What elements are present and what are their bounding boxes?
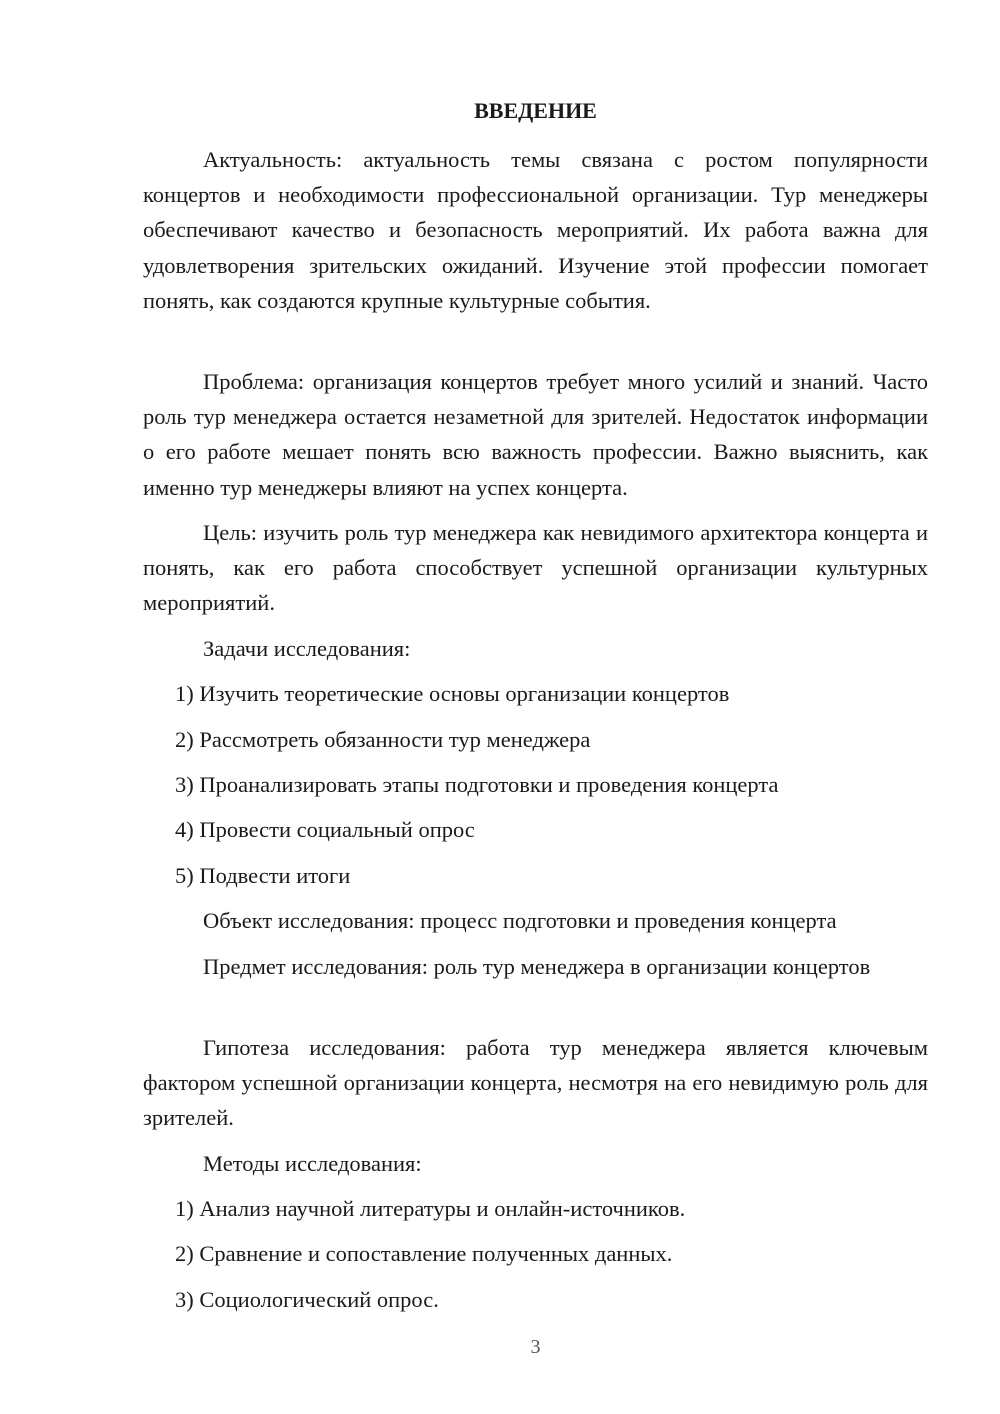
method-item: 1) Анализ научной литературы и онлайн-источников. — [175, 1196, 686, 1221]
paragraph-relevance: Актуальность: актуальность темы связана с ростом популярности концертов и необходимости профессиональной организации. Тур менеджеры обеспечивают качество и безопасность мероприятий. Их работа важна для удовлетворения зрительских ожиданий. Изучение этой профессии помогает понять, как создаются крупные культурные события. — [143, 147, 928, 313]
methods-title: Методы исследования: — [203, 1151, 422, 1176]
paragraph-problem: Проблема: организация концертов требует много усилий и знаний. Часто роль тур менеджера остается незаметной для зрителей. Недостаток информации о его работе мешает понять всю важность профессии. Важно выяснить, как именно тур менеджеры влияют на успех концерта. — [143, 369, 928, 500]
page-number: 3 — [530, 1336, 541, 1358]
paragraph-goal: Цель: изучить роль тур менеджера как невидимого архитектора концерта и понять, как его работа способствует успешной организации культурных мероприятий. — [143, 520, 928, 616]
method-item: 2) Сравнение и сопоставление полученных данных. — [175, 1241, 673, 1266]
task-item: 2) Рассмотреть обязанности тур менеджера — [175, 727, 591, 752]
paragraph-object: Объект исследования: процесс подготовки и проведения концерта — [203, 908, 837, 933]
task-item: 1) Изучить теоретические основы организации концертов — [175, 681, 730, 706]
section-heading: ВВЕДЕНИЕ — [474, 98, 597, 123]
paragraph-subject: Предмет исследования: роль тур менеджера в организации концертов — [203, 954, 871, 979]
task-item: 3) Проанализировать этапы подготовки и проведения концерта — [175, 772, 779, 797]
task-item: 4) Провести социальный опрос — [175, 817, 475, 842]
task-item: 5) Подвести итоги — [175, 863, 351, 888]
tasks-title: Задачи исследования: — [203, 636, 411, 661]
document-page — [143, 0, 928, 1414]
paragraph-hypothesis: Гипотеза исследования: работа тур менеджера является ключевым фактором успешной организации концерта, несмотря на его невидимую роль для зрителей. — [143, 1035, 928, 1131]
method-item: 3) Социологический опрос. — [175, 1287, 439, 1312]
